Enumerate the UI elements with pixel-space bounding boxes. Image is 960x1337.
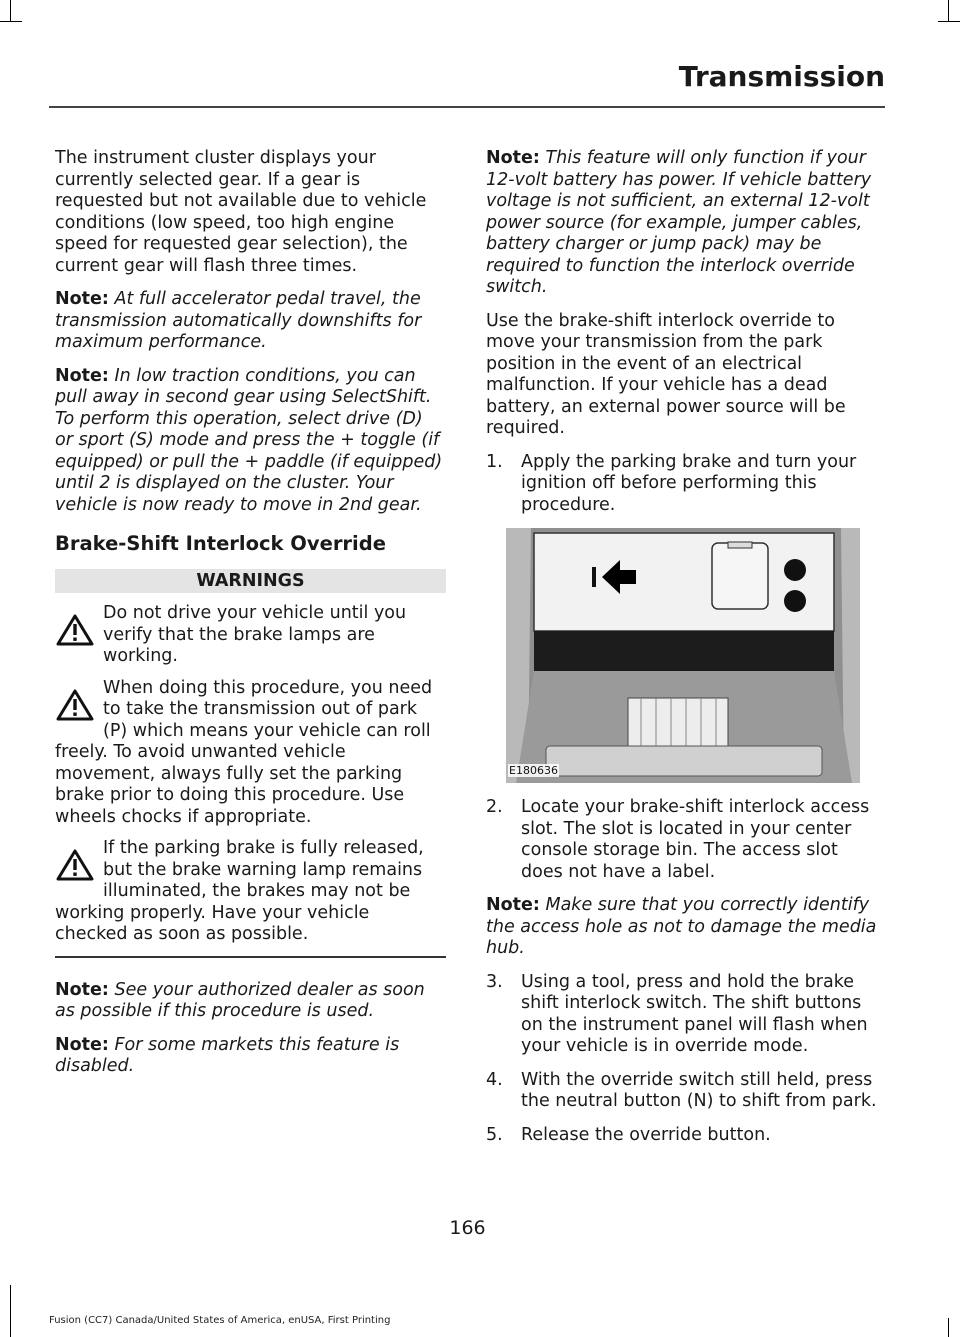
note-text: See your authorized dealer as soon as possible if this procedure is used. [55, 979, 425, 1021]
warning-text: Do not drive your vehicle until you verify that the brake lamps are working. [103, 603, 407, 666]
note-markets [55, 1035, 446, 1078]
note-text: This feature will only function if your 12-volt battery has power. If vehicle battery voltage is not sufficient, an external 12-volt power source (for example, jumper cables, battery charger or jump pack) may be required to function the interlock override switch. [486, 148, 872, 297]
step-item [486, 1125, 880, 1147]
warning-triangle-icon [55, 613, 95, 647]
step-number: 3. [486, 971, 503, 992]
step-number: 4. [486, 1069, 503, 1090]
crop-mark-bottom-right-v [948, 1318, 949, 1337]
note-label: Note: [486, 148, 540, 168]
note-text: Make sure that you correctly identify the access hole as not to damage the media hub. [486, 895, 877, 958]
step-item [486, 452, 880, 517]
note-full-accelerator [55, 289, 446, 354]
note-text: In low traction conditions, you can pull away in second gear using SelectShift. To perform this operation, select drive (D) or sport (S) mode and press the + toggle (if equipped) or pull the + paddle (if equipped) until 2 is displayed on the cluster. Your vehicle is now ready to move in 2nd gear. [55, 365, 443, 515]
warning-triangle-icon [55, 688, 95, 722]
note-label: Note: [55, 365, 109, 386]
step-text: Using a tool, press and hold the brake shift interlock switch. The shift buttons on the instrument panel will flash when your vehicle is in override mode. [521, 971, 868, 1056]
step-item [486, 797, 880, 883]
crop-mark-top-left-v [10, 0, 11, 22]
warnings-end-rule [55, 956, 446, 958]
step-number: 5. [486, 1124, 503, 1145]
crop-mark-bottom-left-v [10, 1285, 11, 1337]
step-text: With the override switch still held, press the neutral button (N) to shift from park. [521, 1069, 877, 1111]
step-text: Locate your brake-shift interlock access slot. The slot is located in your center console storage bin. The access slot does not have a label. [521, 797, 870, 882]
warning-triangle-icon [55, 848, 95, 882]
section-title: Transmission [678, 60, 885, 93]
note-text: For some markets this feature is disabled. [55, 1034, 400, 1076]
page-number: 166 [449, 1217, 486, 1239]
console-bin-image [506, 528, 860, 783]
step-number: 1. [486, 451, 503, 472]
console-illustration [506, 528, 860, 783]
note-label: Note: [55, 979, 109, 1000]
figure-code: E180636 [509, 764, 558, 777]
crop-mark-top-right-v [948, 0, 949, 22]
step-text: Release the override button. [521, 1124, 771, 1145]
left-column [55, 148, 446, 1090]
note-dealer [55, 980, 446, 1023]
warning-text: If the parking brake is fully released, but the brake warning lamp remains illuminated, the brakes may not be working properly. Have your vehicle checked as soon as possible. [55, 838, 424, 944]
warnings-header: WARNINGS [55, 569, 446, 593]
note-media-hub [486, 895, 880, 960]
crop-mark-top-right-h [938, 21, 960, 22]
warning-item [55, 603, 446, 668]
override-paragraph: Use the brake-shift interlock override to move your transmission from the park position in the event of an electrical malfunction. If your vehicle has a dead battery, an external power source will be required. [486, 310, 846, 438]
footer-text: Fusion (CC7) Canada/United States of America, enUSA, First Printing [49, 1315, 391, 1326]
step-item [486, 1070, 880, 1113]
note-label: Note: [486, 895, 540, 915]
step-item [486, 972, 880, 1058]
warning-text: When doing this procedure, you need to take the transmission out of park (P) which means your vehicle can roll freely. To avoid unwanted vehicle movement, always fully set the parking brake prior to doing this procedure. Use wheels chocks if appropriate. [55, 677, 433, 827]
warning-item [55, 838, 446, 946]
note-text: At full accelerator pedal travel, the transmission automatically downshifts for maximum performance. [55, 289, 422, 352]
note-low-traction [55, 366, 446, 517]
note-label: Note: [55, 1034, 109, 1055]
note-label: Note: [55, 289, 109, 309]
section-heading: Brake-Shift Interlock Override [55, 532, 386, 555]
intro-paragraph: The instrument cluster displays your currently selected gear. If a gear is requested but not available due to vehicle conditions (low speed, too high engine speed for requested gear selection), the current gear will flash three times. [55, 148, 427, 276]
note-battery [486, 148, 880, 299]
step-text: Apply the parking brake and turn your ignition off before performing this procedure. [521, 451, 857, 515]
warning-item [55, 678, 446, 829]
header-rule [49, 106, 885, 108]
step-number: 2. [486, 797, 503, 817]
right-column [486, 148, 880, 1158]
crop-mark-top-left-h [0, 21, 22, 22]
